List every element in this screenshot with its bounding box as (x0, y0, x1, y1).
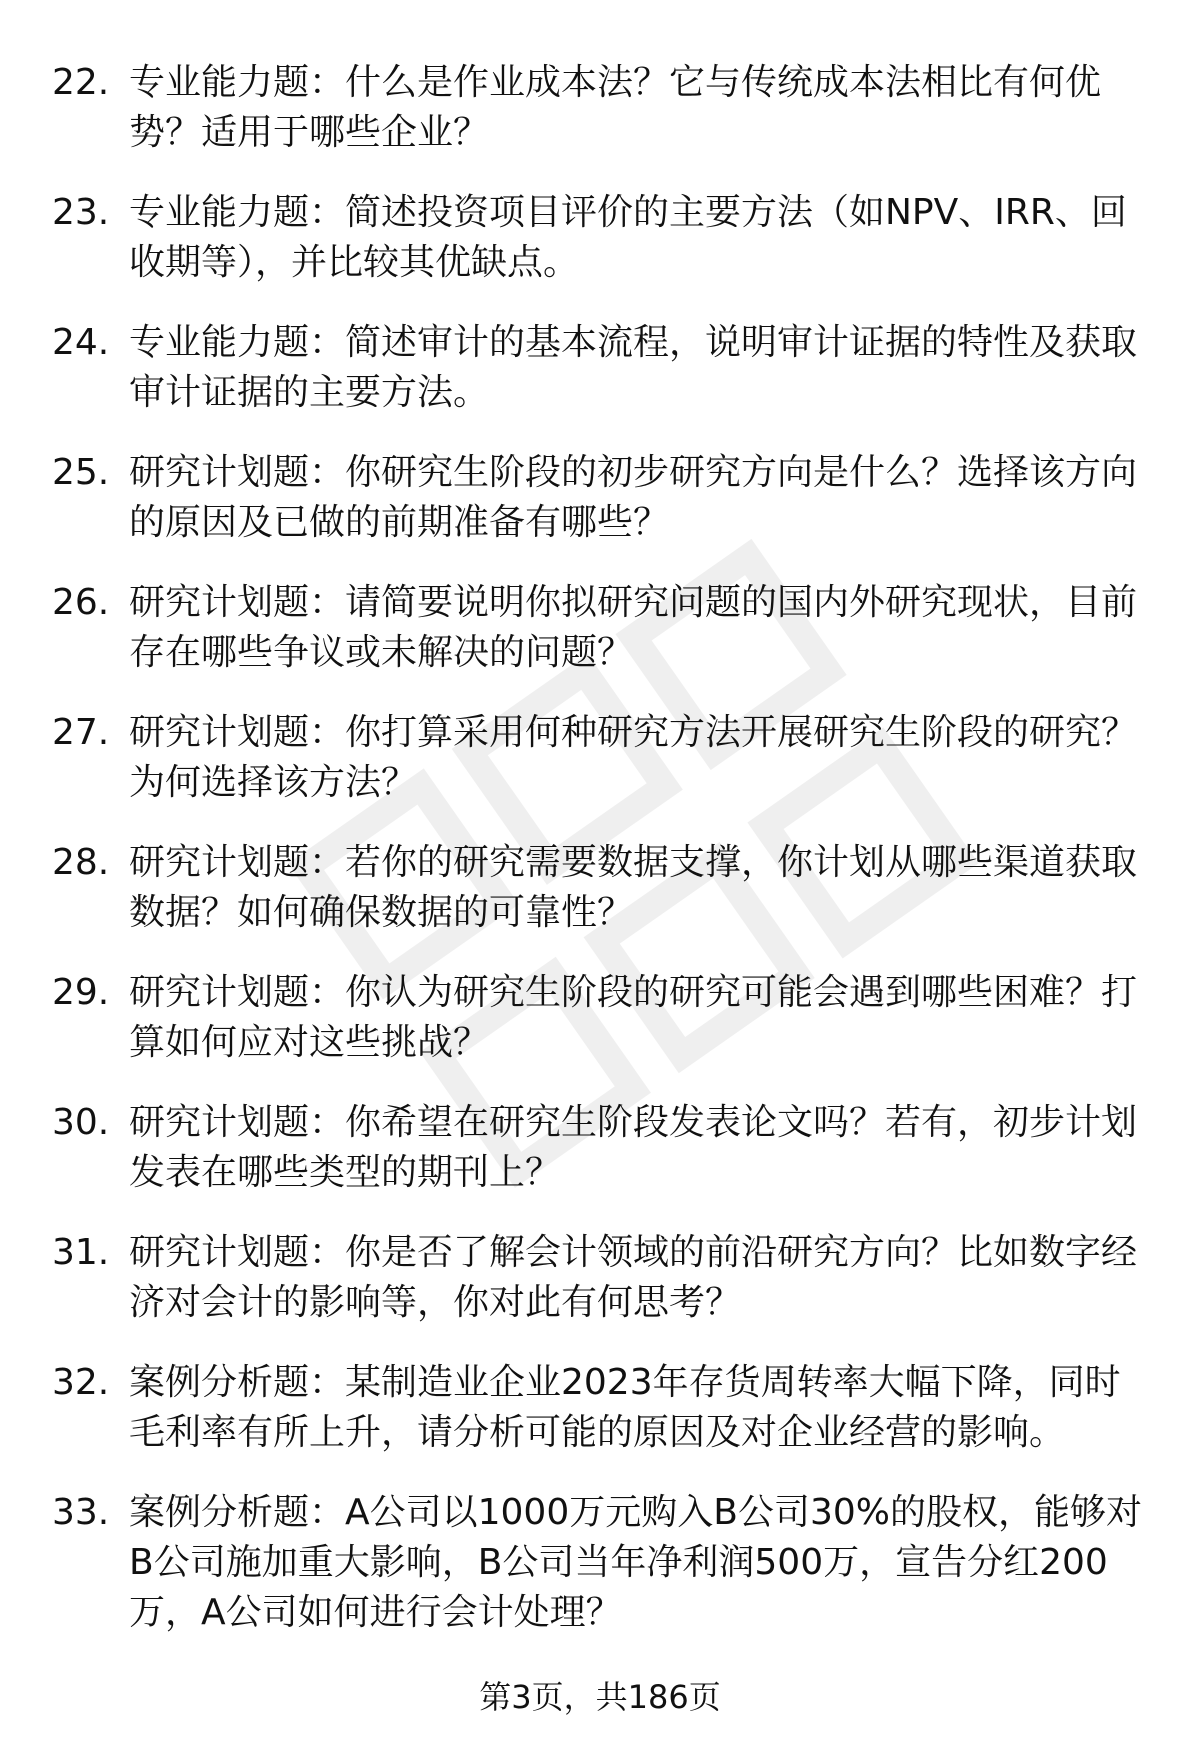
list-item (52, 578, 1152, 678)
list-item (52, 1358, 1152, 1458)
list-item (52, 188, 1152, 288)
question-text: 研究计划题：你希望在研究生阶段发表论文吗？若有，初步计划发表在哪些类型的期刊上？ (129, 1102, 1138, 1193)
question-text: 研究计划题：若你的研究需要数据支撑，你计划从哪些渠道获取数据？如何确保数据的可靠性？ (129, 842, 1138, 933)
question-number: 24. (52, 322, 110, 363)
question-number: 31. (52, 1232, 110, 1273)
question-text: 研究计划题：你打算采用何种研究方法开展研究生阶段的研究？为何选择该方法？ (129, 712, 1138, 803)
question-text: 研究计划题：你研究生阶段的初步研究方向是什么？选择该方向的原因及已做的前期准备有哪些？ (129, 452, 1138, 543)
question-number: 29. (52, 972, 110, 1013)
question-number: 30. (52, 1102, 110, 1143)
question-text: 案例分析题：A公司以1000万元购入B公司30%的股权，能够对B公司施加重大影响，B公司当年净利润500万，宣告分红200万，A公司如何进行会计处理？ (129, 1492, 1142, 1633)
list-item (52, 448, 1152, 548)
question-text: 研究计划题：你是否了解会计领域的前沿研究方向？比如数字经济对会计的影响等，你对此有何思考？ (129, 1232, 1138, 1323)
question-number: 28. (52, 842, 110, 883)
list-item (52, 708, 1152, 808)
question-text: 研究计划题：你认为研究生阶段的研究可能会遇到哪些困难？打算如何应对这些挑战？ (129, 972, 1138, 1063)
list-item (52, 968, 1152, 1068)
list-item (52, 1488, 1152, 1638)
question-number: 25. (52, 452, 110, 493)
question-number: 27. (52, 712, 110, 753)
question-text: 专业能力题：什么是作业成本法？它与传统成本法相比有何优势？适用于哪些企业？ (129, 62, 1102, 153)
list-item (52, 58, 1152, 158)
question-number: 26. (52, 582, 110, 623)
question-number: 23. (52, 192, 110, 233)
question-number: 32. (52, 1362, 110, 1403)
page-footer: 第3页，共186页 (479, 1678, 721, 1716)
question-text: 专业能力题：简述审计的基本流程，说明审计证据的特性及获取审计证据的主要方法。 (129, 322, 1138, 413)
question-number: 22. (52, 62, 110, 103)
question-text: 研究计划题：请简要说明你拟研究问题的国内外研究现状，目前存在哪些争议或未解决的问题？ (129, 582, 1138, 673)
question-list (52, 58, 1152, 1668)
list-item (52, 1098, 1152, 1198)
question-text: 案例分析题：某制造业企业2023年存货周转率大幅下降，同时毛利率有所上升，请分析可能的原因及对企业经营的影响。 (129, 1362, 1121, 1453)
list-item (52, 1228, 1152, 1328)
list-item (52, 838, 1152, 938)
list-item (52, 318, 1152, 418)
question-text: 专业能力题：简述投资项目评价的主要方法（如NPV、IRR、回收期等），并比较其优缺点。 (129, 192, 1127, 283)
question-number: 33. (52, 1492, 110, 1533)
